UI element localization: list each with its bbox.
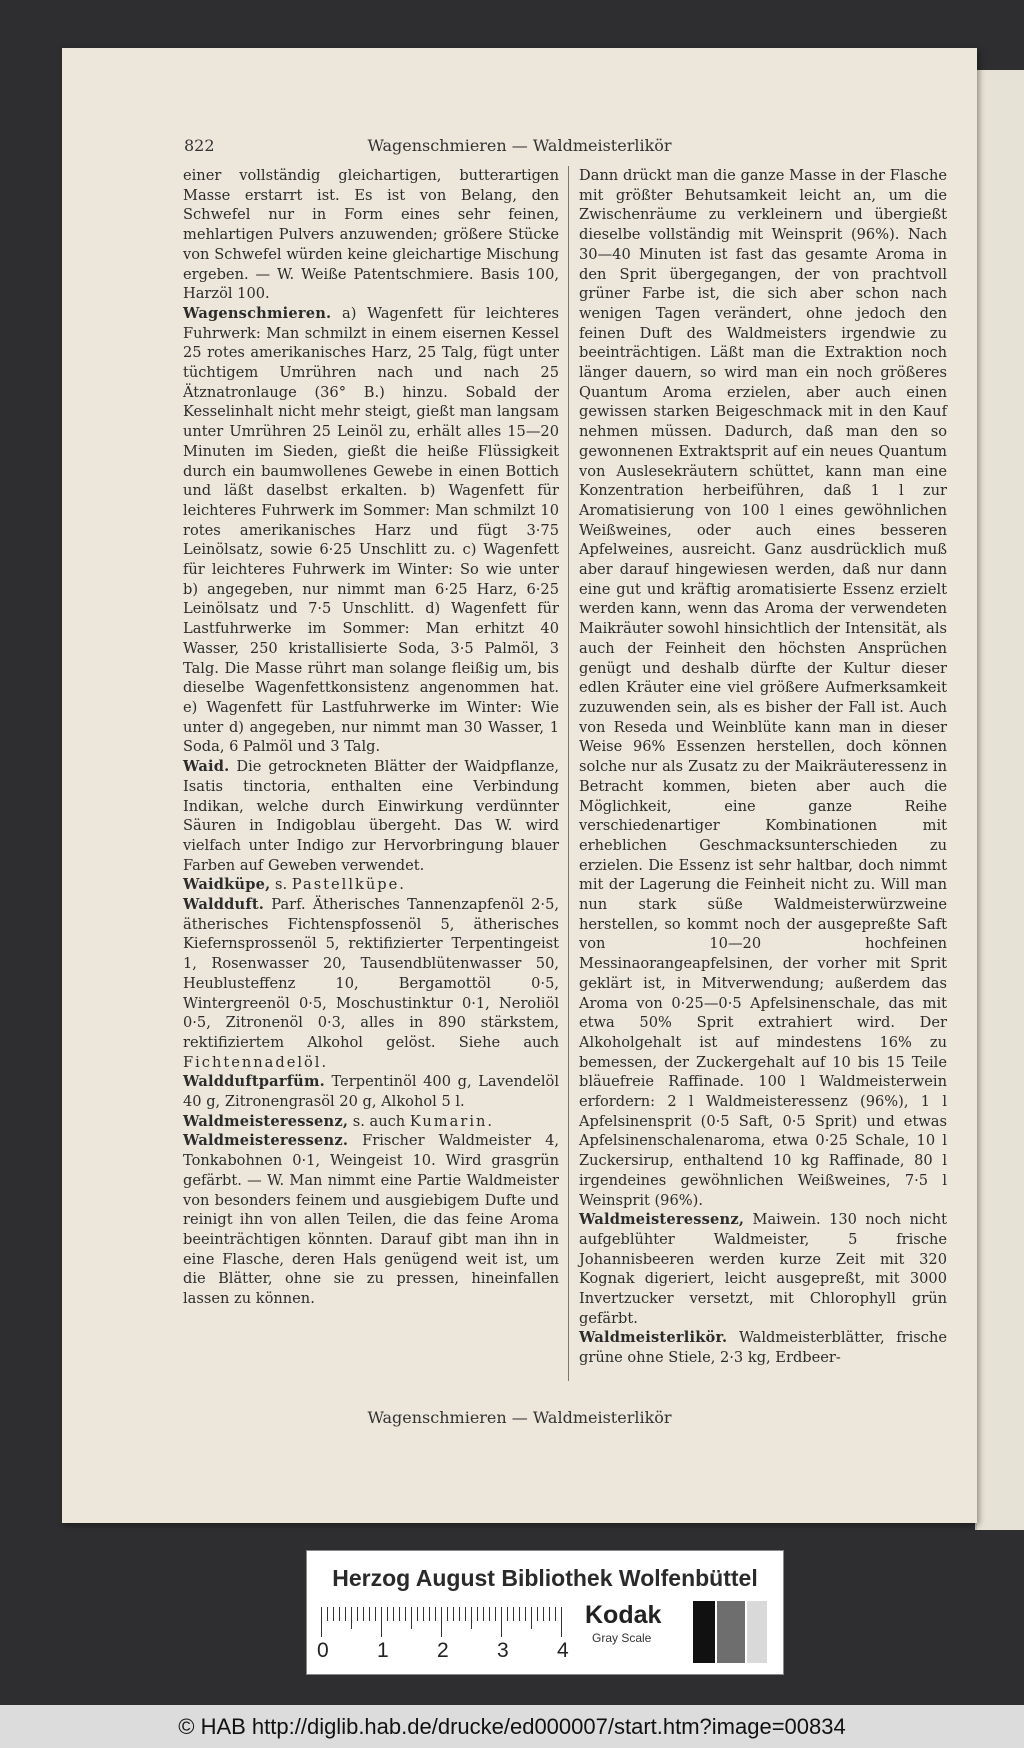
scale-tick xyxy=(555,1607,556,1621)
scale-tick xyxy=(363,1607,364,1621)
scale-tick xyxy=(345,1607,346,1621)
page-number: 822 xyxy=(184,136,215,155)
scale-tick xyxy=(447,1607,448,1621)
scale-tick xyxy=(411,1607,412,1629)
scale-tick xyxy=(417,1607,418,1621)
dictionary-entry xyxy=(183,304,559,757)
entry-headword: Waldduftparfüm. xyxy=(183,1073,325,1091)
entry-text: Die getrockneten Blätter der Waidpflanze, Isatis tinctoria, enthalten eine Verbindung Indikan, welche durch Einwirkung verdünnter Säuren in Indigoblau übergeht. Das W. wird vielfach unter Indigo zur Hervorbringung blauer Farben auf Geweben verwendet. xyxy=(183,758,559,874)
dictionary-entry xyxy=(579,1328,947,1367)
dictionary-entry xyxy=(579,166,947,1210)
scale-tick xyxy=(393,1607,394,1621)
entry-headword: Waidküpe, xyxy=(183,876,271,894)
scale-number: 0 xyxy=(317,1639,329,1662)
scale-tick xyxy=(531,1607,532,1629)
entry-text: Dann drückt man die ganze Masse in der Flasche mit größter Behutsamkeit leicht an, um die Zwischenräume zu verkleinern und übergießt dieselbe vollständig mit Weinsprit (96%). Nach 30—40 Minuten ist fast das gesamte Aroma in den Sprit übergegangen, der von prachtvoll grüner Farbe ist, die sich aber schon nach wenigen Tagen verändert, ohne jedoch den feinen Duft des Waldmeisters irgendwie zu beeinträchtigen. Läßt man die Extraktion noch länger dauern, so wird man ein noch größeres Quantum Aroma erzielen, aber auch einen gewissen starken Beigeschmack mit in den Kauf nehmen müssen. Dadurch, daß man den so gewonnenen Extraktsprit auf ein neues Quantum von Auslesekräutern schüttet, kann man eine Konzentration herbeiführen, daß 1 l zur Aromatisierung von 100 l eines gewöhnlichen Weißweines, oder auch eines besseren Apfelweines, ausreicht. Ganz ausdrücklich muß aber darauf hingewiesen werden, daß nur dann eine gut und kräftig aromatisierte Essenz erzielt werden kann, wenn das Aroma der verwendeten Maikräuter sowohl hinsichtlich der Intensität, als auch der Feinheit den höchsten Ansprüchen genügt und deshalb dürfte der Kultur dieser edlen Kräuter eine viel größere Aufmerksamkeit zuzuwenden sein, als es bisher der Fall ist. Auch von Reseda und Weinblüte kann man in dieser Weise 96% Essenzen herstellen, doch können solche nur als Zusatz zu der Maikräuteressenz in Betracht kommen, bieten aber auch die Möglichkeit, eine ganze Reihe verschiedenartiger Kombinationen mit erheblichen Geschmacksunterschieden zu erzielen. Die Essenz ist sehr haltbar, doch nimmt mit der Lagerung die Feinheit nicht zu. Will man nun stark süße Waldmeisterwürzweine herstellen, so kommt noch der ausgepreßte Saft von 10—20 hochfeinen Messinaorangeapfelsinen, der vorher mit Sprit geklärt ist, in Mitverwendung; außerdem das Aroma von 0·25—0·5 Apfelsinenschale, das mit etwa 50% Sprit extrahiert wird. Der Alkoholgehalt ist auf mindestens 16% zu bemessen, der Zuckergehalt auf 10 bis 15 Teile bläuefreie Raffinade. 100 l Waldmeisterwein erfordern: 2 l Waldmeisteressenz (96%), 1 l Apfelsinensprit (0·5 Saft, 0·5 Sprit) und etwas Apfelsinenschalenaroma, etwa 0·25 Schale, 10 l Zuckersirup, enthaltend 10 kg Raffinade, 80 l irgendeines gewöhnlichen Weißweines, 7·5 l Weinsprit (96%). xyxy=(579,167,947,1209)
scale-tick xyxy=(459,1607,460,1621)
dictionary-entry xyxy=(183,875,559,895)
scale-tick xyxy=(333,1607,334,1621)
scale-tick xyxy=(495,1607,496,1621)
scale-tick xyxy=(465,1607,466,1621)
entry-headword: Wagenschmieren. xyxy=(183,304,332,322)
scale-tick xyxy=(327,1607,328,1621)
scale-number: 2 xyxy=(437,1639,449,1662)
light-swatch xyxy=(747,1601,767,1663)
right-column xyxy=(579,166,947,1368)
scale-tick xyxy=(429,1607,430,1621)
entry-text: einer vollständig gleichartigen, butterartigen Masse erstarrt ist. Es ist von Belang, den Schwefel nur in Form eines sehr feinen, mehlartigen Pulvers anzuwenden; größere Stücke von Schwefel würden keine gleichartige Mischung ergeben. — W. Weiße Patentschmiere. Basis 100, Harzöl 100. xyxy=(183,167,559,303)
black-swatch xyxy=(693,1601,715,1663)
scale-tick xyxy=(441,1607,442,1637)
scale-tick xyxy=(321,1607,322,1637)
book-page xyxy=(62,48,977,1523)
scale-tick xyxy=(399,1607,400,1621)
dictionary-entry xyxy=(579,1210,947,1328)
entry-text: Maiwein. 130 noch nicht aufgeblühter Waldmeister, 5 frische Johannisbeeren werden kurze Zeit mit 320 Kognak digeriert, leicht ausgepreßt, mit 3000 Invertzucker versetzt, mit Chlorophyll grün gefärbt. xyxy=(579,1211,947,1327)
entry-headword: Waldduft. xyxy=(183,896,265,914)
entry-text: Waldmeisterblätter, frische grüne ohne Stiele, 2·3 kg, Erdbeer- xyxy=(579,1329,947,1367)
scale-ruler xyxy=(321,1607,571,1639)
scale-tick xyxy=(357,1607,358,1621)
scale-number: 4 xyxy=(557,1639,569,1662)
scale-tick xyxy=(369,1607,370,1621)
scale-tick xyxy=(537,1607,538,1621)
entry-headword: Waldmeisteressenz. xyxy=(183,1132,349,1150)
entry-headword: Waldmeisteressenz, xyxy=(183,1112,349,1130)
entry-text: Parf. Ätherisches Tannenzapfenöl 2·5, ätherisches Fichtenspfossenöl 5, ätherisches Kiefernsprossenöl 5, rektifizierter Terpentingeist 1, Rosenwasser 20, Tausendblütenwasser 50, Heublusteffenz 10, Bergamottöl 0·5, Wintergreenöl 0·5, Moschustinktur 0·1, Neroliöl 0·5, Zitronenöl 0·3, alles in 890 stärkstem, rektifiziertem Alkohol gelöst. Siehe auch xyxy=(183,896,559,1051)
cross-reference: Pastellküpe. xyxy=(291,876,406,894)
scale-number: 3 xyxy=(497,1639,509,1662)
facing-page-edge xyxy=(975,70,1024,1530)
entry-headword: Waldmeisteressenz, xyxy=(579,1211,745,1229)
gray-swatch xyxy=(717,1601,745,1663)
entry-text: Terpentinöl 400 g, Lavendelöl 40 g, Zitronengrasöl 20 g, Alkohol 5 l. xyxy=(183,1073,559,1111)
entry-text: s. auch xyxy=(348,1112,410,1130)
scale-tick xyxy=(561,1607,562,1637)
library-name: Herzog August Bibliothek Wolfenbüttel xyxy=(332,1565,758,1591)
scale-tick xyxy=(423,1607,424,1621)
scale-tick xyxy=(381,1607,382,1637)
column-divider xyxy=(568,166,569,1381)
entry-text: Frischer Waldmeister 4, Tonkabohnen 0·1, Weingeist 10. Wird grasgrün gefärbt. — W. Man nimmt eine Partie Waldmeister von besonders feinem und ausgiebigem Dufte und reinigt ihn von allen Teilen, die das feine Aroma beeinträchtigen könnten. Darauf gibt man ihn in eine Flasche, deren Hals genügend weit ist, um die Blätter, ohne sie zu pressen, hineinfallen lassen zu können. xyxy=(183,1132,559,1308)
scale-tick xyxy=(453,1607,454,1621)
dictionary-entry xyxy=(183,1072,559,1111)
scale-tick xyxy=(435,1607,436,1621)
scale-tick xyxy=(375,1607,376,1621)
dictionary-entry xyxy=(183,895,559,1072)
running-head-title: Wagenschmieren — Waldmeisterlikör xyxy=(367,136,672,155)
scale-tick xyxy=(351,1607,352,1629)
scale-tick xyxy=(525,1607,526,1621)
entry-text: s. xyxy=(270,876,292,894)
scale-tick xyxy=(405,1607,406,1621)
scale-tick xyxy=(507,1607,508,1621)
scale-tick xyxy=(549,1607,550,1621)
left-column xyxy=(183,166,559,1309)
gray-scale-caption: Gray Scale xyxy=(592,1631,652,1645)
scale-tick xyxy=(387,1607,388,1621)
page-footer: Wagenschmieren — Waldmeisterlikör xyxy=(367,1408,672,1427)
scale-tick xyxy=(513,1607,514,1621)
entry-headword: Waldmeisterlikör. xyxy=(579,1329,728,1347)
dictionary-entry xyxy=(183,757,559,875)
scale-numbers xyxy=(317,1639,581,1665)
scale-tick xyxy=(477,1607,478,1621)
dictionary-entry xyxy=(183,1131,559,1308)
scale-tick xyxy=(483,1607,484,1621)
cross-reference: Kumarin. xyxy=(409,1112,495,1130)
cross-reference: Fichtennadelöl. xyxy=(183,1053,329,1071)
dictionary-entry xyxy=(183,166,559,304)
dictionary-entry xyxy=(183,1112,559,1132)
source-bar[interactable]: © HAB http://diglib.hab.de/drucke/ed000007/start.htm?image=00834 xyxy=(0,1705,1024,1748)
scale-tick xyxy=(501,1607,502,1637)
library-label xyxy=(306,1550,784,1675)
kodak-logo: Kodak xyxy=(585,1601,662,1629)
entry-text: a) Wagenfett für leichteres Fuhrwerk: Man schmilzt in einem eisernen Kessel 25 rotes amerikanisches Harz, 25 Talg, fügt unter tüchtigem Umrühren nach und nach 25 Ätznatronlauge (36° B.) hinzu. Sobald der Kesselinhalt nicht mehr steigt, gießt man langsam unter Umrühren 25 Leinöl zu, erhält alles 15—20 Minuten im Sieden, gießt die heiße Flüssigkeit durch ein baumwollenes Gewebe in einen Bottich und läßt daselbst erkalten. b) Wagenfett für leichteres Fuhrwerk im Sommer: Man schmilzt 10 rotes amerikanisches Harz und fügt 3·75 Leinölsatz, sowie 6·25 Unschlitt zu. c) Wagenfett für leichteres Fuhrwerk im Winter: So wie unter b) angegeben, nur nimmt man 6·25 Harz, 6·25 Leinölsatz und 7·5 Unschlitt. d) Wagenfett für Lastfuhrwerke im Sommer: Man erhitzt 40 Wasser, 250 kristallisierte Soda, 3·5 Palmöl, 3 Talg. Die Masse rührt man solange fleißig um, bis dieselbe Wagenfettkonsistenz angenommen hat. e) Wagenfett für Lastfuhrwerke im Winter: Wie unter d) angegeben, nur nimmt man 30 Wasser, 1 Soda, 6 Palmöl und 3 Talg. xyxy=(183,304,559,756)
entry-headword: Waid. xyxy=(183,758,230,776)
scale-tick xyxy=(471,1607,472,1629)
scale-tick xyxy=(543,1607,544,1621)
scale-tick xyxy=(339,1607,340,1621)
scale-tick xyxy=(519,1607,520,1621)
scale-number: 1 xyxy=(377,1639,389,1662)
scale-tick xyxy=(489,1607,490,1621)
